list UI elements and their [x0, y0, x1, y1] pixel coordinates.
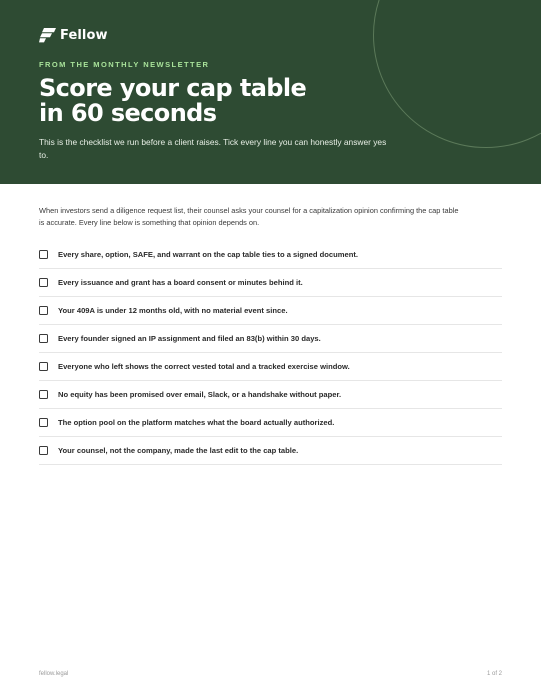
checkbox[interactable]	[39, 362, 48, 371]
checklist-item-label: Every founder signed an IP assignment and filed an 83(b) within 30 days.	[58, 334, 321, 343]
checkbox[interactable]	[39, 390, 48, 399]
title-line-2: in 60 seconds	[39, 99, 217, 127]
checklist-item-label: Your 409A is under 12 months old, with no material event since.	[58, 306, 288, 315]
checklist-item-label: The option pool on the platform matches what the board actually authorized.	[58, 418, 335, 427]
title-line-1: Score your cap table	[39, 74, 307, 102]
checklist-item-4[interactable]	[39, 325, 502, 353]
brand-name: Fellow	[60, 27, 108, 43]
checkbox[interactable]	[39, 334, 48, 343]
lead-paragraph: When investors send a diligence request list, their counsel asks your counsel for a capitalization opinion confirming the cap table is accurate. Every line below is something that opinion depends on.	[39, 206, 459, 227]
checklist-item-2[interactable]	[39, 269, 502, 297]
checklist-item-label: Your counsel, not the company, made the last edit to the cap table.	[58, 446, 299, 455]
checkbox[interactable]	[39, 446, 48, 455]
checklist-item-label: No equity has been promised over email, Slack, or a handshake without paper.	[58, 390, 342, 399]
checklist-item-6[interactable]	[39, 381, 502, 409]
checkbox[interactable]	[39, 278, 48, 287]
newsletter-eyebrow: FROM THE MONTHLY NEWSLETTER	[39, 60, 210, 69]
checkbox[interactable]	[39, 306, 48, 315]
checklist-item-8[interactable]	[39, 437, 502, 465]
page-title	[39, 76, 306, 126]
checklist-item-7[interactable]	[39, 409, 502, 437]
checklist-item-1[interactable]	[39, 241, 502, 269]
hero-intro: This is the checklist we run before a client raises. Tick every line you can honestly answer yes to.	[39, 137, 387, 160]
checklist-item-label: Every issuance and grant has a board consent or minutes behind it.	[58, 278, 303, 287]
checkbox[interactable]	[39, 418, 48, 427]
checklist-item-label: Every share, option, SAFE, and warrant on the cap table ties to a signed document.	[58, 250, 359, 259]
checklist-item-3[interactable]	[39, 297, 502, 325]
decorative-circle	[373, 0, 541, 148]
footer-site: fellow.legal	[39, 671, 69, 677]
checklist-item-5[interactable]	[39, 353, 502, 381]
footer-page-number: 1 of 2	[486, 671, 502, 677]
hero-banner	[0, 0, 541, 184]
checklist	[39, 241, 502, 465]
fellow-logo-icon	[39, 27, 57, 43]
brand-logo[interactable]	[39, 27, 108, 43]
checklist-item-label: Everyone who left shows the correct vested total and a tracked exercise window.	[58, 362, 350, 371]
checkbox[interactable]	[39, 250, 48, 259]
